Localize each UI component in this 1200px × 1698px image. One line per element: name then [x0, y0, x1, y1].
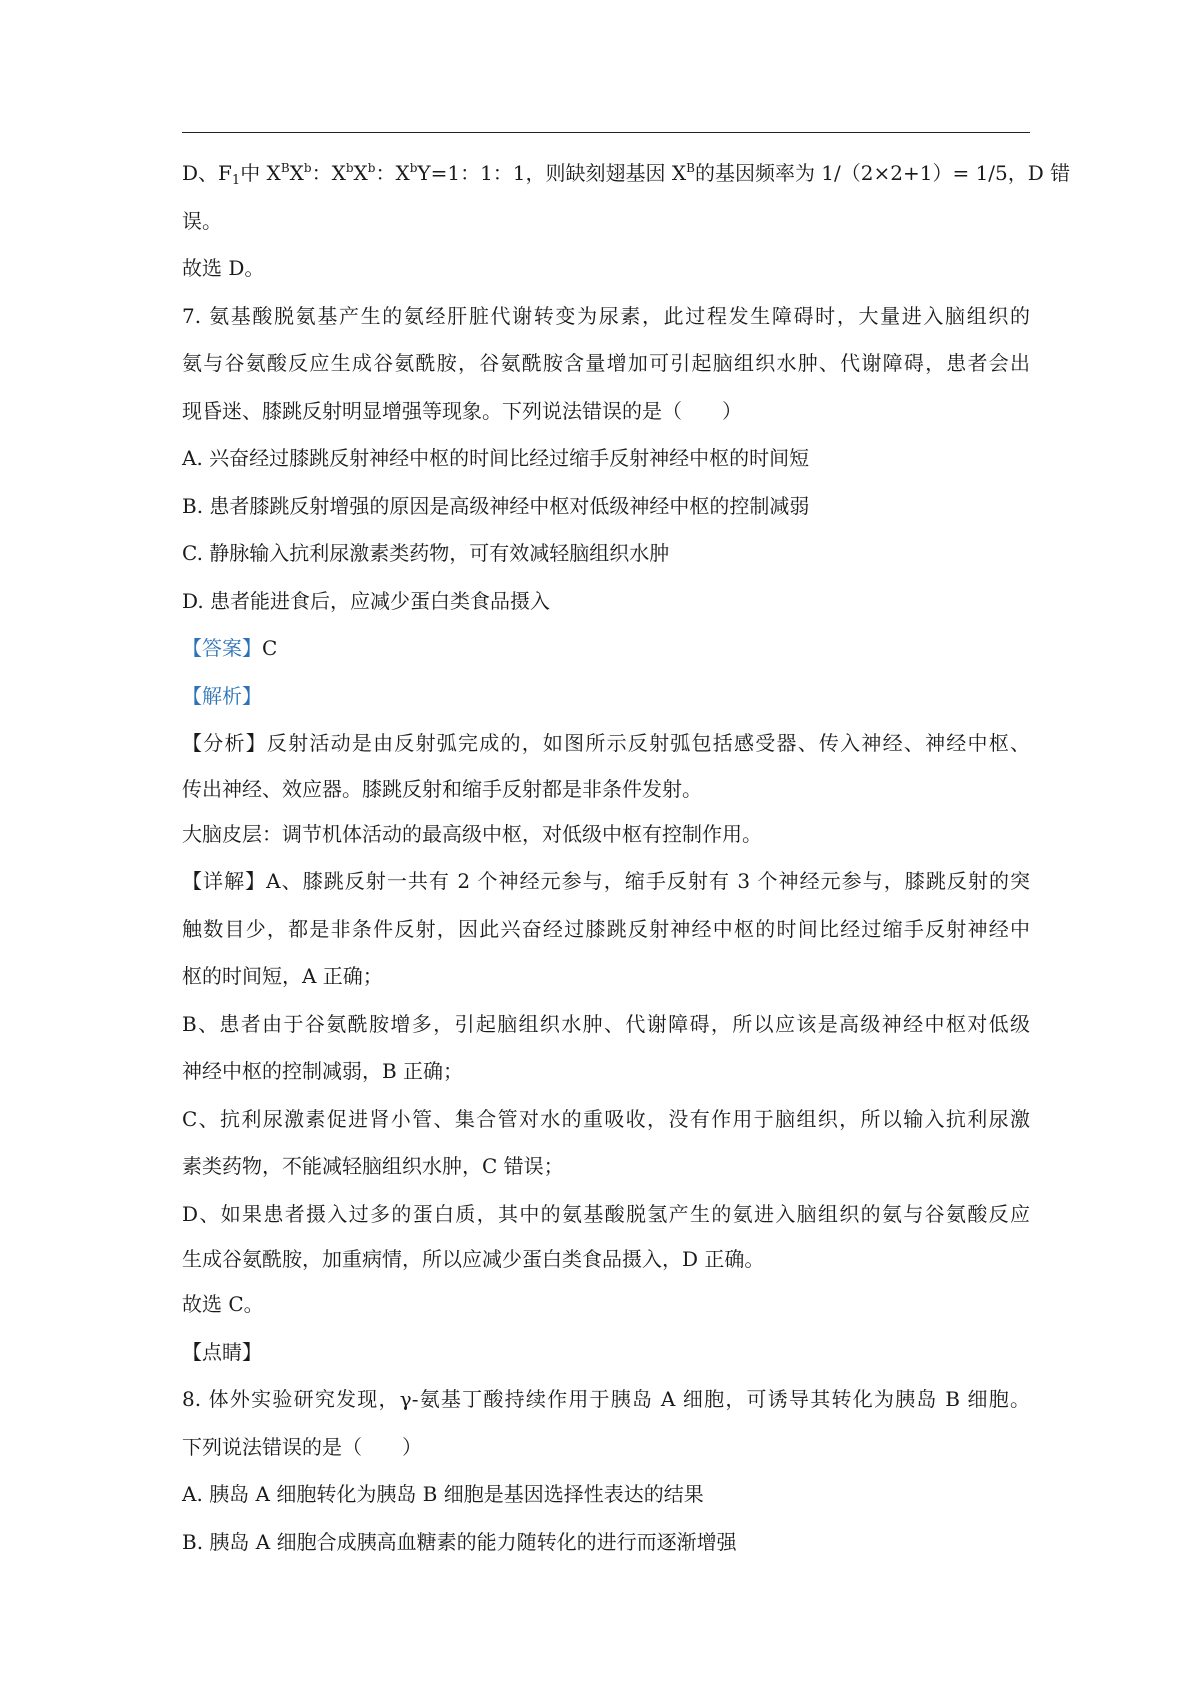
q7-stem-line: 氨与谷氨酸反应生成谷氨酰胺，谷氨酰胺含量增加可引起脑组织水肿、代谢障碍，患者会出	[182, 351, 1030, 375]
q7-analysis-line: 素类药物，不能减轻脑组织水肿，C 错误；	[182, 1154, 564, 1178]
q7-analysis-line: C、抗利尿激素促进肾小管、集合管对水的重吸收，没有作用于脑组织，所以输入抗利尿激	[182, 1106, 1030, 1131]
q7-analysis-line: 【分析】反射活动是由反射弧完成的，如图所示反射弧包括感受器、传入神经、神经中枢、	[182, 731, 1030, 755]
q8-stem-line: 8. 体外实验研究发现，γ-氨基丁酸持续作用于胰岛 A 细胞，可诱导其转化为胰岛 B 细胞。	[182, 1387, 1030, 1411]
q7-option-b: B. 患者膝跳反射增强的原因是高级神经中枢对低级神经中枢的控制减弱	[182, 493, 810, 518]
q7-analysis-line: 生成谷氨酰胺，加重病情，所以应减少蛋白类食品摄入，D 正确。	[182, 1247, 765, 1271]
q8-option-b: B. 胰岛 A 细胞合成胰高血糖素的能力随转化的进行而逐渐增强	[182, 1529, 737, 1554]
q7-analysis-line: 枢的时间短，A 正确；	[182, 964, 383, 988]
q7-answer	[182, 625, 1030, 673]
q8-stem-line: 下列说法错误的是（ ）	[182, 1434, 422, 1459]
q7-analysis-line: D、如果患者摄入过多的蛋白质，其中的氨基酸脱氢产生的氨进入脑组织的氨与谷氨酸反应	[182, 1201, 1030, 1226]
q7-option-a: A. 兴奋经过膝跳反射神经中枢的时间比经过缩手反射神经中枢的时间短	[182, 446, 810, 470]
q7-stem-line: 7. 氨基酸脱氨基产生的氨经肝脏代谢转变为尿素，此过程发生障碍时，大量进入脑组织的	[182, 303, 1030, 328]
answer-tag: 【答案】	[182, 636, 262, 660]
prev-conclusion: 故选 D。	[182, 256, 265, 280]
q7-analysis-line: 神经中枢的控制减弱，B 正确；	[182, 1059, 464, 1083]
q7-analysis-line: 大脑皮层：调节机体活动的最高级中枢，对低级中枢有控制作用。	[182, 821, 762, 846]
header-rule	[182, 132, 1030, 133]
q7-analysis-line: 触数目少，都是非条件反射，因此兴奋经过膝跳反射神经中枢的时间比经过缩手反射神经中	[182, 916, 1030, 941]
q7-option-c: C. 静脉输入抗利尿激素类药物，可有效减轻脑组织水肿	[182, 541, 670, 565]
q7-conclusion: 故选 C。	[182, 1292, 264, 1316]
analysis-tag: 【解析】	[182, 683, 262, 708]
answer-value: C	[262, 636, 278, 660]
q8-option-a: A. 胰岛 A 细胞转化为胰岛 B 细胞是基因选择性表达的结果	[182, 1482, 704, 1506]
q7-analysis-line: B、患者由于谷氨酰胺增多，引起脑组织水肿、代谢障碍，所以应该是高级神经中枢对低级	[182, 1011, 1030, 1036]
q7-option-d: D. 患者能进食后，应减少蛋白类食品摄入	[182, 588, 551, 613]
q7-analysis-line: 【详解】A、膝跳反射一共有 2 个神经元参与，缩手反射有 3 个神经元参与，膝跳反射的突	[182, 869, 1030, 893]
q7-stem-line: 现昏迷、膝跳反射明显增强等现象。下列说法错误的是（ ）	[182, 398, 742, 423]
comment-tag: 【点睛】	[182, 1339, 262, 1364]
prev-analysis-d: D、$F_1$中 $X^BX^b$：$X^bX^b$：$X^bY=1$：1：1，则缺刻翅基因 $X^B$的基因频率为 1/（2×2+1）= 1/5，D 错	[182, 161, 1071, 188]
document-body	[182, 150, 1071, 1566]
prev-analysis-d-cont: 误。	[182, 208, 222, 233]
q7-analysis-line: 传出神经、效应器。膝跳反射和缩手反射都是非条件发射。	[182, 776, 702, 801]
